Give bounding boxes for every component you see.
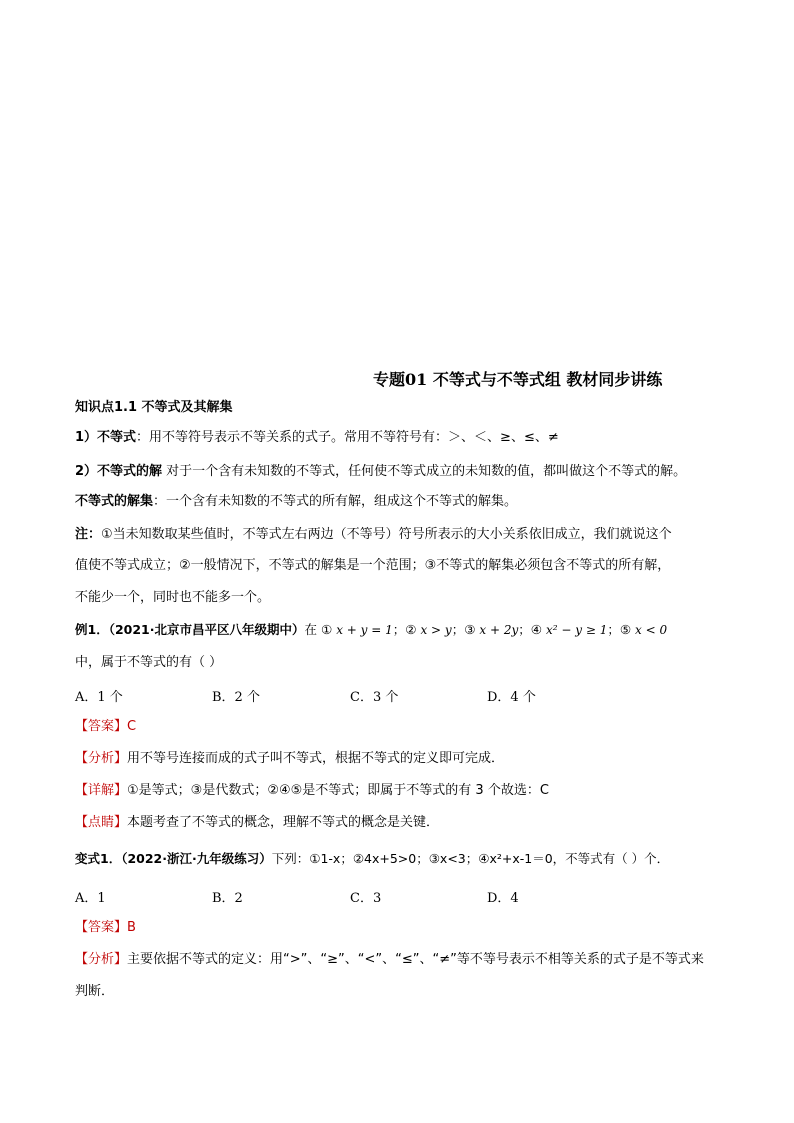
item-marker: ；② [392, 622, 417, 637]
definition-label: 1）不等式 [75, 430, 137, 445]
example-label: 例1．（2021·北京市昌平区八年级期中） [75, 622, 305, 637]
variant-label: 变式1．（2022·浙江·九年级练习） [75, 851, 272, 866]
note-text: ①当未知数取某些值时，不等式左右两边（不等号）符号所表示的大小关系依旧成立，我们就说这个 [101, 527, 672, 542]
variant-option-a: A．1 [75, 891, 106, 906]
answer-line [75, 718, 136, 736]
variant-analysis-line-2: 判断． [75, 984, 115, 999]
definition-text: 对于一个含有未知数的不等式，任何使不等式成立的未知数的值，都叫做这个不等式的解。 [162, 464, 687, 479]
expression-4: x² − y ≥ 1 [545, 623, 608, 637]
item-marker: ① [321, 622, 333, 637]
comment-label: 【点睛】 [75, 815, 128, 830]
comment-text: 本题考查了不等式的概念，理解不等式的概念是关键． [127, 815, 440, 830]
item-marker: ；④ [518, 622, 542, 637]
note-line-2: 值使不等式成立；②一般情况下，不等式的解集是一个范围；③不等式的解集必须包含不等式的所有解， [75, 558, 671, 573]
definition-solution-set [75, 493, 517, 511]
analysis-line [75, 750, 504, 768]
note-line-3: 不能少一个，同时也不能多一个。 [75, 590, 271, 605]
option-c: C．3 个 [350, 690, 399, 705]
note-label: 注： [75, 527, 102, 542]
variant-option-b: B．2 [212, 891, 243, 906]
item-marker: ；⑤ [607, 622, 632, 637]
variant-text: 下列：①1-x；②4x+5>0；③x<3；④x²+x-1＝0，不等式有（ ）个． [271, 851, 670, 866]
answer-value: C [127, 719, 137, 734]
variant-question [75, 850, 669, 868]
analysis-label: 【分析】 [75, 751, 128, 766]
answer-label: 【答案】 [75, 719, 128, 734]
note-line-1 [75, 526, 672, 544]
example-intro: 在 [304, 622, 318, 637]
item-marker: ；③ [451, 622, 476, 637]
definition-text: ：用不等符号表示不等关系的式子。常用不等符号有：＞、＜、≥、≤、≠ [136, 430, 559, 445]
comment-line [75, 814, 439, 832]
section-heading: 知识点1.1 不等式及其解集 [75, 400, 233, 415]
page-title: 专题01 不等式与不等式组 教材同步讲练 [373, 370, 663, 389]
detail-label: 【详解】 [75, 783, 128, 798]
definition-label: 2）不等式的解 [75, 464, 163, 479]
expression-5: x < 0 [635, 623, 668, 637]
example-question-line-2: 中，属于不等式的有（ ） [75, 655, 223, 670]
definition-text: ：一个含有未知数的不等式的所有解，组成这个不等式的解集。 [153, 494, 518, 509]
variant-option-d: D．4 [487, 891, 519, 906]
expression-2: x > y [420, 623, 452, 637]
expression-1: x + y = 1 [336, 623, 393, 637]
option-a: A．1 个 [75, 690, 123, 705]
option-b: B．2 个 [212, 690, 260, 705]
option-d: D．4 个 [487, 690, 536, 705]
detail-line [75, 782, 549, 800]
definition-solution [75, 463, 686, 481]
answer-label: 【答案】 [75, 920, 128, 935]
definition-label: 不等式的解集 [75, 494, 154, 509]
variant-answer-line [75, 919, 136, 937]
expression-3: x + 2y [479, 623, 519, 637]
variant-analysis-line-1 [75, 951, 704, 969]
definition-inequality [75, 429, 559, 447]
example-question [75, 621, 667, 639]
analysis-label: 【分析】 [75, 952, 128, 967]
analysis-text: 用不等号连接而成的式子叫不等式，根据不等式的定义即可完成． [127, 751, 505, 766]
analysis-text: 主要依据不等式的定义：用“>”、“≥”、“<”、“≤”、“≠”等不等号表示不相等关系的式子是不等式来 [127, 952, 704, 967]
answer-value: B [127, 920, 136, 935]
detail-text: ①是等式；③是代数式；②④⑤是不等式；即属于不等式的有 3 个故选：C [127, 783, 549, 798]
variant-option-c: C．3 [350, 891, 382, 906]
